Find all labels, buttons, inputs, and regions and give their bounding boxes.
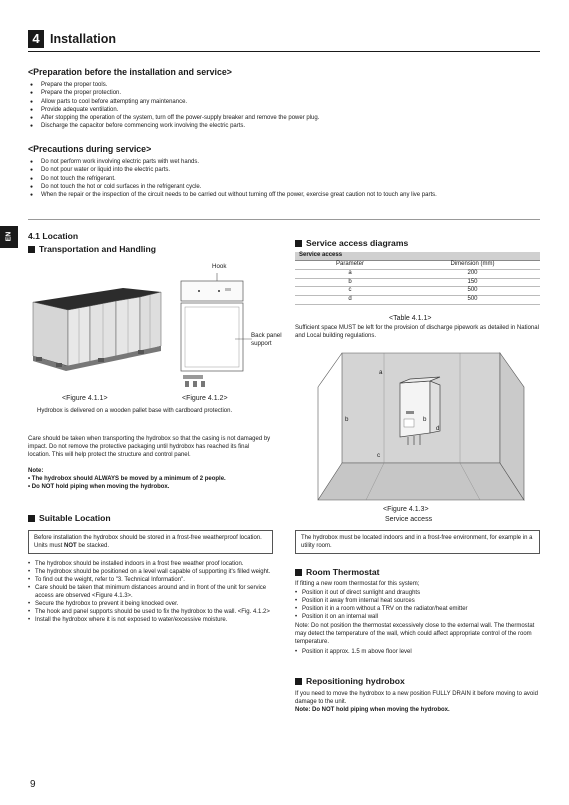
language-tab: EN xyxy=(0,226,18,248)
list-item: ● Allow parts to cool before attempting any maintenance. xyxy=(30,98,540,106)
service-access-heading: Service access diagrams xyxy=(295,238,408,249)
figure-4-1-3-subcaption: Service access xyxy=(385,516,433,523)
list-item: • Care should be taken that minimum distances around and in front of the unit for service access are observed <Figure 4.1.3>. xyxy=(28,584,273,600)
list-item: ● Discharge the capacitor before commencing work involving the electric parts. xyxy=(30,122,540,130)
thermostat-list-extra xyxy=(295,648,543,656)
table-title: Service access xyxy=(295,252,540,261)
list-item: • Position it out of direct sunlight and draughts xyxy=(295,589,543,597)
dim-label-c: c xyxy=(377,452,381,459)
list-item: • The hook and panel supports should be used to fix the hydrobox to the wall. <Fig. 4.1.2> xyxy=(28,608,273,616)
list-item: • The hydrobox should be positioned on a level wall capable of supporting it's filled weight. xyxy=(28,568,273,576)
suitable-location-list xyxy=(28,560,273,624)
list-item: • Position it approx. 1.5 m above floor level xyxy=(295,648,543,656)
room-thermostat-heading: Room Thermostat xyxy=(295,567,380,578)
service-access-illustration xyxy=(310,345,535,505)
list-item: • To find out the weight, refer to "3. Technical Information". xyxy=(28,576,273,584)
thermostat-list xyxy=(295,589,543,621)
section-number-badge: 4 xyxy=(28,30,44,48)
care-text: Care should be taken when transporting the hydrobox so that the casing is not damaged by impact. Do not remove the protective packaging until hydrobox has reached its final location. This will help protect the structure and control panel. xyxy=(28,436,271,458)
table-row: a 200 xyxy=(295,269,540,278)
col-header-dimension: Dimension (mm) xyxy=(405,261,540,270)
back-panel-label: Back panel support xyxy=(251,332,282,347)
pallet-illustration xyxy=(28,284,168,374)
service-access-table xyxy=(295,252,540,305)
dim-label-d: d xyxy=(436,425,440,432)
list-item: • Position it in a room without a TRV on the radiator/heat emitter xyxy=(295,605,543,613)
list-item: • The hydrobox should be installed indoors in a frost free weather proof location. xyxy=(28,560,273,568)
transport-notes: Note: • The hydrobox should ALWAYS be moved by a minimum of 2 people. • Do NOT hold piping when moving the hydrobox. xyxy=(28,467,273,491)
list-item: ● Do not pour water or liquid into the electric parts. xyxy=(30,166,545,174)
precautions-heading: <Precautions during service> xyxy=(28,144,152,154)
space-text: Sufficient space MUST be left for the provision of discharge pipework as detailed in National and Local building regulations. xyxy=(295,325,539,339)
preparation-list xyxy=(30,81,540,131)
section-divider xyxy=(28,219,540,220)
pallet-text: Hydrobox is delivered on a wooden pallet base with cardboard protection. xyxy=(37,408,233,414)
hook-label: Hook xyxy=(212,263,227,270)
table-row: c 500 xyxy=(295,287,540,296)
figure-4-1-3-caption: <Figure 4.1.3> xyxy=(383,506,429,513)
list-item: • Position it on an internal wall xyxy=(295,613,543,621)
list-item: ● Prepare the proper tools. xyxy=(30,81,540,89)
thermostat-intro: If fitting a new room thermostat for this system; xyxy=(295,581,420,587)
indoor-location-box: The hydrobox must be located indoors and in a frost-free environment, for example in a utility room. xyxy=(295,530,540,554)
preparation-heading: <Preparation before the installation and service> xyxy=(28,67,232,77)
thermostat-note: Note: Do not position the thermostat excessively close to the external wall. The thermostat may detect the temperature of the wall, which could affect appropriate control of the room temperature. xyxy=(295,623,535,645)
list-item: ● Prepare the proper protection. xyxy=(30,89,540,97)
list-item: ● Do not touch the hot or cold surfaces in the refrigerant cycle. xyxy=(30,183,545,191)
list-item: • Position it away from internal heat sources xyxy=(295,597,543,605)
page-number: 9 xyxy=(30,779,36,790)
table-row: d 500 xyxy=(295,296,540,305)
header-divider xyxy=(28,51,540,52)
precautions-list xyxy=(30,158,545,199)
note-item: • Do NOT hold piping when moving the hydrobox. xyxy=(28,484,170,490)
page-title: Installation xyxy=(50,32,116,46)
list-item: ● Do not perform work involving electric parts with wet hands. xyxy=(30,158,545,166)
repositioning-heading: Repositioning hydrobox xyxy=(295,676,405,687)
table-4-1-1-caption: <Table 4.1.1> xyxy=(389,315,432,322)
storage-note-box: Before installation the hydrobox should be stored in a frost-free weatherproof location. Units must NOT be stacked. xyxy=(28,530,273,554)
list-item: • Install the hydrobox where it is not exposed to water/excessive moisture. xyxy=(28,616,273,624)
back-panel-illustration xyxy=(177,271,252,391)
suitable-location-heading: Suitable Location xyxy=(28,513,111,524)
repositioning-text: If you need to move the hydrobox to a new position FULLY DRAIN it before moving to avoid damage to the unit. xyxy=(295,691,538,705)
dim-label-b-left: b xyxy=(345,416,349,423)
figure-4-1-2-caption: <Figure 4.1.2> xyxy=(182,395,228,402)
list-item: ● Do not touch the refrigerant. xyxy=(30,175,545,183)
list-item: ● When the repair or the inspection of the circuit needs to be carried out without turning off the power, exercise great caution not to touch any live parts. xyxy=(30,191,545,199)
list-item: • Secure the hydrobox to prevent it being knocked over. xyxy=(28,600,273,608)
location-heading: 4.1 Location xyxy=(28,231,79,241)
dim-label-b-right: b xyxy=(423,416,427,423)
figure-4-1-1-caption: <Figure 4.1.1> xyxy=(62,395,108,402)
transport-heading: Transportation and Handling xyxy=(28,244,156,255)
list-item: ● Provide adequate ventilation. xyxy=(30,106,540,114)
col-header-parameter: Parameter xyxy=(295,261,405,270)
note-item: • The hydrobox should ALWAYS be moved by a minimum of 2 people. xyxy=(28,476,226,482)
table-row: b 150 xyxy=(295,278,540,287)
dim-label-a: a xyxy=(379,369,383,376)
list-item: ● After stopping the operation of the system, turn off the power-supply breaker and remove the power plug. xyxy=(30,114,540,122)
repositioning-note: Note: Do NOT hold piping when moving the hydrobox. xyxy=(295,707,450,713)
